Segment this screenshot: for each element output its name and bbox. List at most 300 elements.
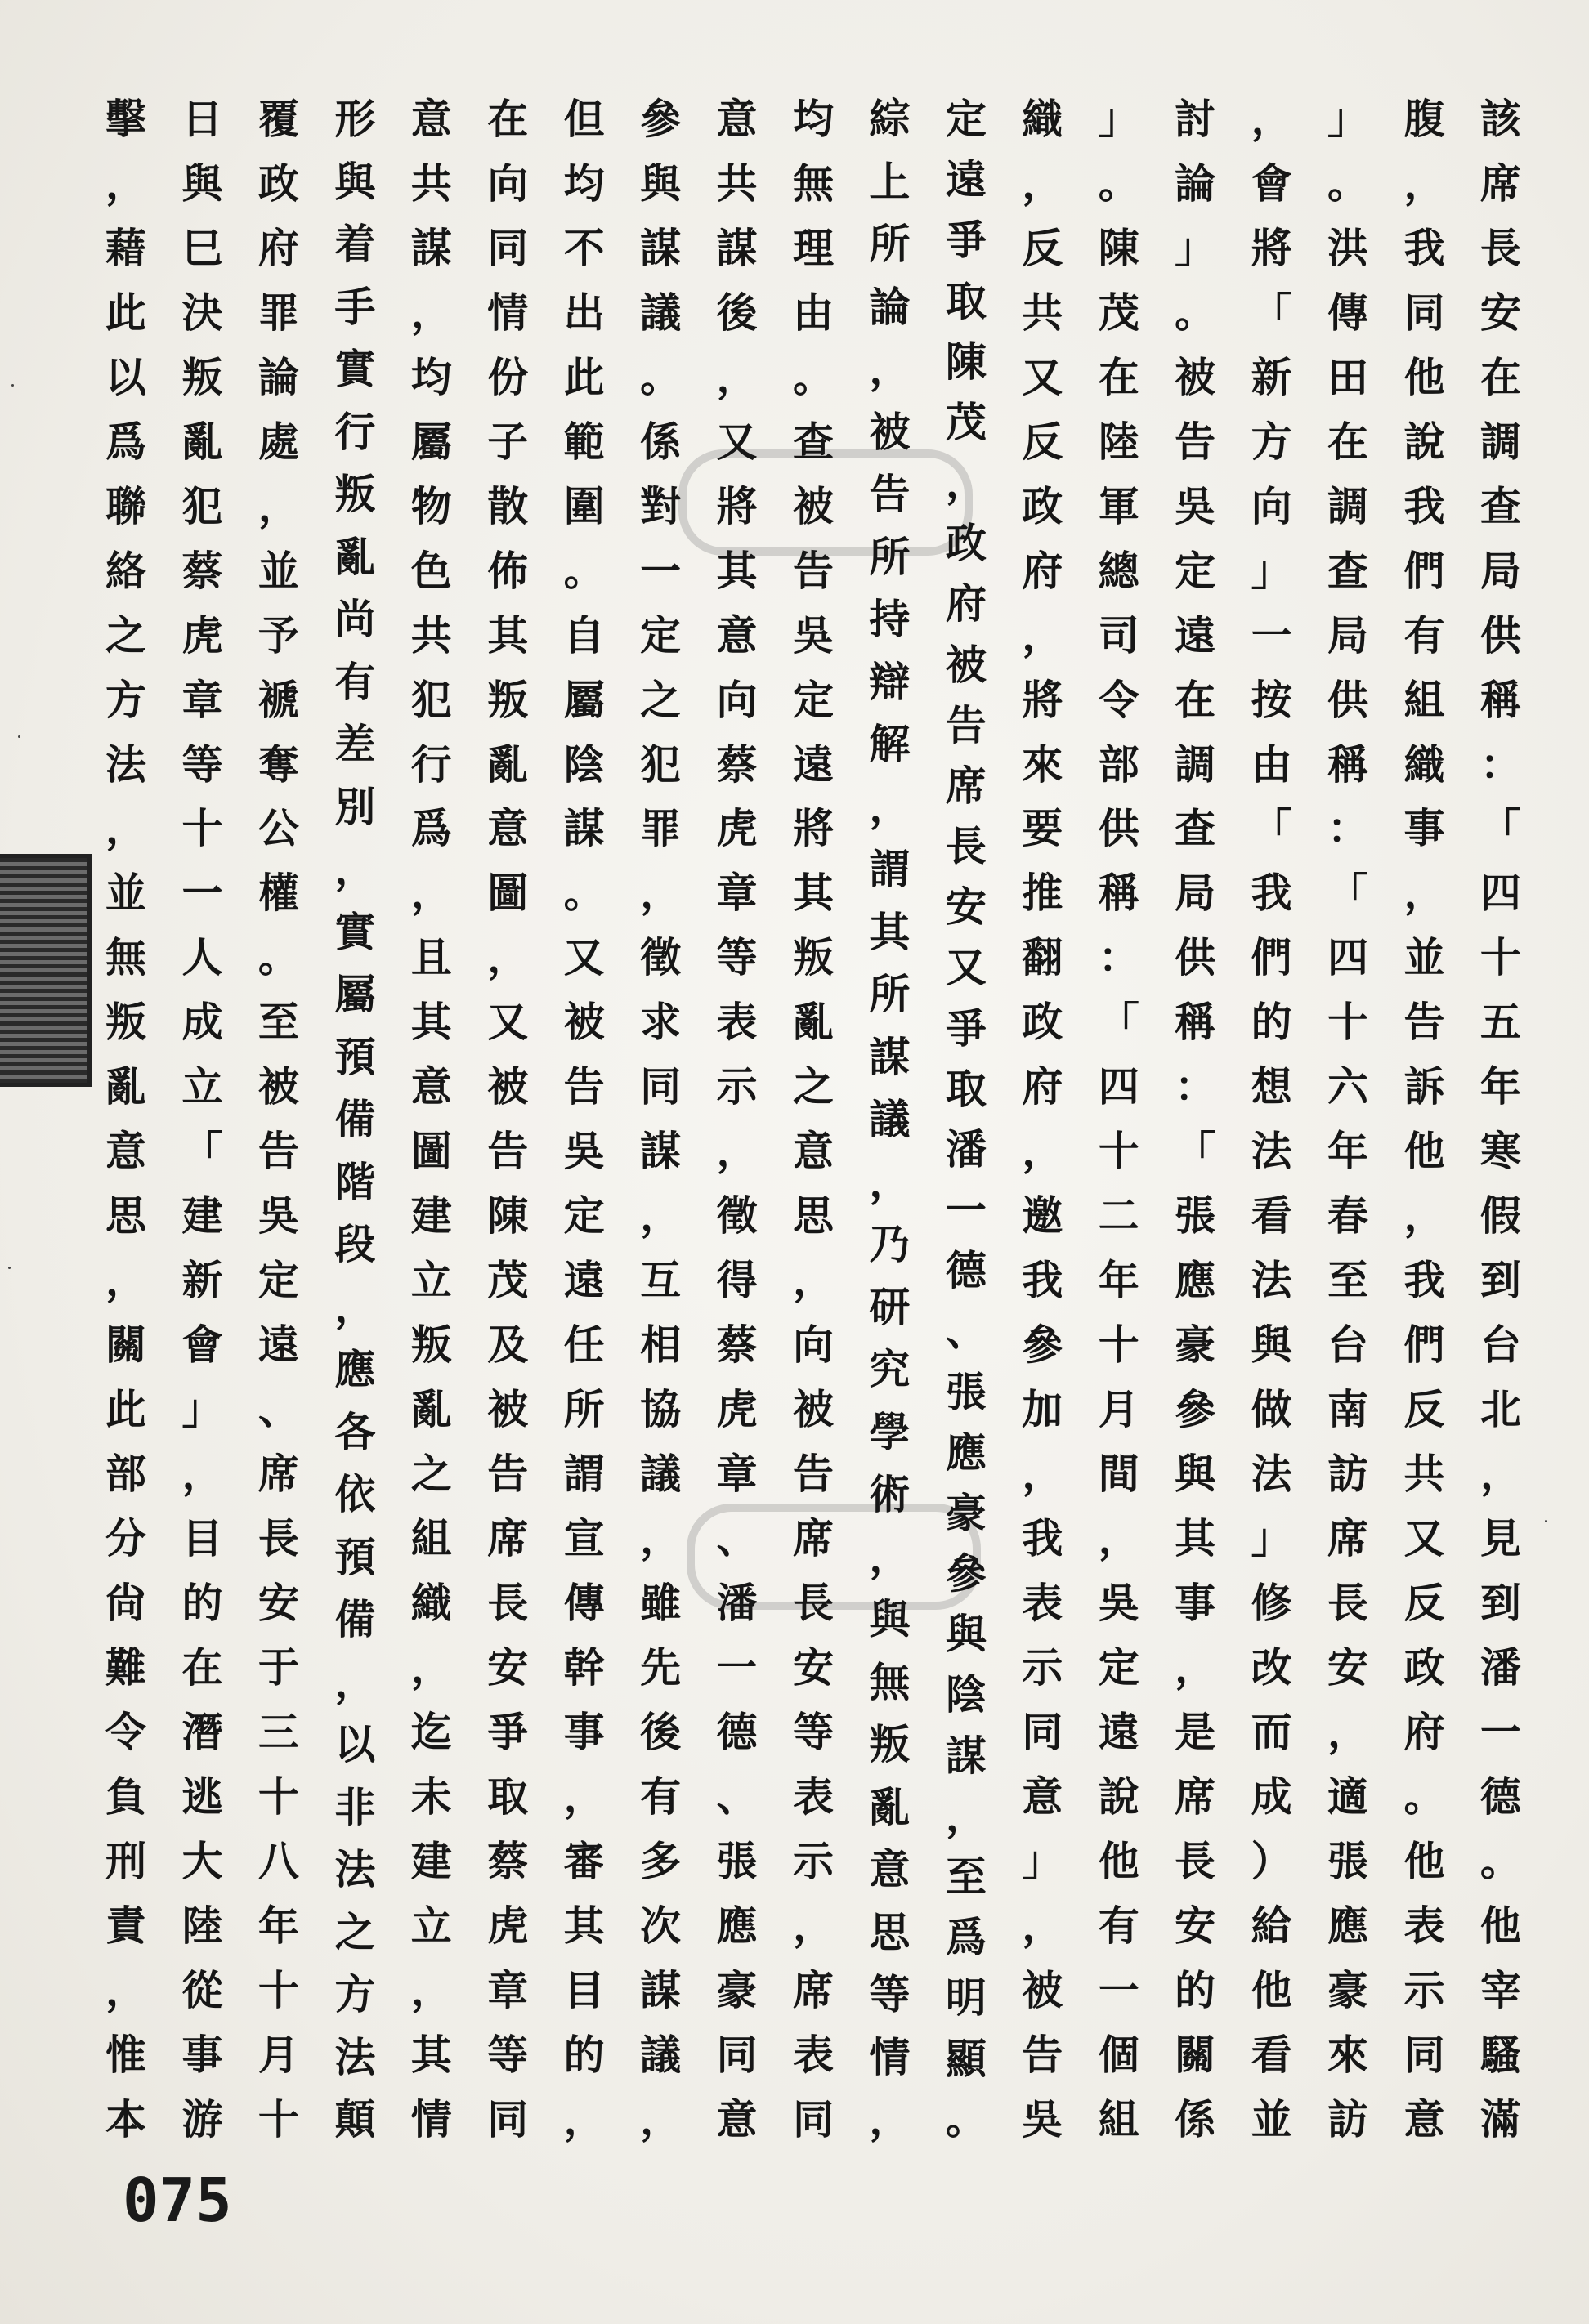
- character: 。: [257, 933, 299, 982]
- character: 均: [563, 159, 605, 208]
- character: 預: [334, 1532, 376, 1581]
- character: 十: [181, 804, 223, 853]
- character: 絡: [105, 546, 146, 595]
- character: 物: [410, 481, 452, 530]
- character: 告: [869, 470, 911, 518]
- character: 部: [1098, 740, 1139, 789]
- character: 在: [487, 95, 529, 143]
- character: 謂: [563, 1450, 605, 1499]
- vertical-text-body: [102, 90, 1524, 2149]
- character: 吳: [563, 1127, 605, 1176]
- character: 法: [1251, 1127, 1292, 1176]
- character: 爭: [945, 216, 987, 265]
- character: 四: [1479, 869, 1521, 918]
- text-column: [1018, 90, 1066, 2149]
- character: 年: [1098, 1256, 1139, 1305]
- character: 同: [487, 223, 529, 272]
- text-column: [1477, 90, 1524, 2149]
- character: 被: [257, 1062, 299, 1111]
- character: 局: [1175, 869, 1216, 918]
- character: 屬: [410, 417, 452, 466]
- character: 府: [1022, 1062, 1063, 1111]
- character: 褫: [257, 675, 299, 724]
- character: 總: [1098, 546, 1139, 595]
- character: 爲: [945, 1913, 987, 1962]
- character: 備: [334, 1595, 376, 1643]
- character: 將: [1251, 223, 1292, 272]
- character: 吳: [1098, 1578, 1139, 1627]
- character: 府: [257, 223, 299, 272]
- text-column: [255, 90, 302, 2149]
- character: 爭: [487, 1707, 529, 1756]
- character: 。: [563, 869, 605, 918]
- character: 五: [1479, 998, 1521, 1047]
- character: ，: [1403, 159, 1445, 208]
- character: 同: [1403, 288, 1445, 337]
- character: 建: [410, 1836, 452, 1885]
- character: ，: [640, 869, 682, 918]
- character: 無: [792, 159, 834, 208]
- character: 關: [105, 1321, 146, 1370]
- character: 到: [1479, 1578, 1521, 1627]
- character: ，: [945, 458, 987, 507]
- character: 我: [1022, 1256, 1063, 1305]
- character: 雖: [640, 1578, 682, 1627]
- character: 所: [869, 532, 911, 581]
- character: 法: [334, 2032, 376, 2081]
- character: 巳: [181, 223, 223, 272]
- character: 議: [640, 1450, 682, 1499]
- character: 尚: [334, 595, 376, 643]
- character: ，: [945, 1791, 987, 1840]
- character: 表: [1022, 1578, 1063, 1627]
- character: 分: [105, 1513, 146, 1562]
- character: 情: [487, 288, 529, 337]
- character: 持: [869, 595, 911, 643]
- character: 長: [792, 1578, 834, 1627]
- character: 同: [1022, 1707, 1063, 1756]
- character: 份: [487, 352, 529, 401]
- character: 我: [1403, 223, 1445, 272]
- character: 負: [105, 1772, 146, 1821]
- character: 以: [334, 1720, 376, 1768]
- character: 腹: [1403, 95, 1445, 143]
- character: 難: [105, 1642, 146, 1692]
- character: 長: [1327, 1578, 1368, 1627]
- character: 此: [105, 1385, 146, 1434]
- character: 推: [1022, 869, 1063, 918]
- character: 改: [1251, 1642, 1292, 1692]
- character: 德: [716, 1707, 758, 1756]
- character: 調: [1175, 740, 1216, 789]
- character: 處: [257, 417, 299, 466]
- character: 席: [487, 1513, 529, 1562]
- character: 亂: [105, 1062, 146, 1111]
- character: 叛: [334, 470, 376, 518]
- character: 我: [1403, 1256, 1445, 1305]
- character: 蔡: [487, 1836, 529, 1885]
- character: ：: [1175, 1062, 1216, 1111]
- character: 其: [792, 869, 834, 918]
- character: 實: [334, 345, 376, 393]
- character: 、: [257, 1385, 299, 1434]
- character: 藉: [105, 223, 146, 272]
- character: 告: [1022, 2030, 1063, 2079]
- character: 定: [257, 1256, 299, 1305]
- character: 調: [1479, 417, 1521, 466]
- character: 訴: [1403, 1062, 1445, 1111]
- character: 其: [869, 907, 911, 956]
- character: ，: [1022, 1901, 1063, 1950]
- character: ，: [181, 1450, 223, 1499]
- character: ，: [105, 1965, 146, 2014]
- character: 按: [1251, 675, 1292, 724]
- character: 虎: [487, 1901, 529, 1950]
- character: 令: [105, 1707, 146, 1756]
- character: 辯: [869, 657, 911, 706]
- character: 至: [945, 1852, 987, 1901]
- character: 究: [869, 1345, 911, 1393]
- character: 亂: [869, 1782, 911, 1831]
- character: 的: [1175, 1965, 1216, 2014]
- character: 思: [869, 1907, 911, 1956]
- character: 解: [869, 720, 911, 768]
- character: 稱: [1175, 998, 1216, 1047]
- character: 十: [1098, 1127, 1139, 1176]
- character: 任: [563, 1321, 605, 1370]
- character: ，: [334, 845, 376, 893]
- character: ，: [640, 1513, 682, 1562]
- character: 張: [1175, 1191, 1216, 1240]
- character: ）: [1251, 1836, 1292, 1885]
- character: 章: [181, 675, 223, 724]
- character: 」: [1327, 95, 1368, 143]
- character: 行: [334, 407, 376, 456]
- character: 章: [716, 869, 758, 918]
- character: ，: [640, 1191, 682, 1240]
- character: 備: [334, 1095, 376, 1143]
- character: 吳: [1022, 2094, 1063, 2143]
- character: 又: [487, 998, 529, 1047]
- character: 是: [1175, 1707, 1216, 1756]
- character: 亂: [181, 417, 223, 466]
- character: 與: [945, 1610, 987, 1659]
- character: 同: [1403, 2030, 1445, 2079]
- character: 傳: [1327, 288, 1368, 337]
- character: 表: [792, 2030, 834, 2079]
- text-column: [408, 90, 455, 2149]
- character: 無: [869, 1657, 911, 1706]
- character: 此: [563, 352, 605, 401]
- character: 。: [1175, 288, 1216, 337]
- character: 關: [1175, 2030, 1216, 2079]
- character: 被: [487, 1385, 529, 1434]
- character: 示: [1022, 1642, 1063, 1692]
- character: 學: [869, 1407, 911, 1456]
- character: 乃: [869, 1220, 911, 1268]
- character: 告: [792, 546, 834, 595]
- character: ，: [1251, 95, 1292, 143]
- character: 取: [945, 276, 987, 325]
- character: 說: [1098, 1772, 1139, 1821]
- character: 實: [334, 907, 376, 956]
- character: ，: [1327, 1707, 1368, 1756]
- character: 告: [563, 1062, 605, 1111]
- character: ：: [1098, 933, 1139, 982]
- character: 虎: [716, 1385, 758, 1434]
- character: 由: [792, 288, 834, 337]
- speck: [11, 384, 14, 387]
- character: 同: [792, 2094, 834, 2143]
- character: 吳: [1175, 481, 1216, 530]
- character: 」: [1175, 223, 1216, 272]
- character: 陳: [487, 1191, 529, 1240]
- character: 對: [640, 481, 682, 530]
- character: 該: [1479, 95, 1521, 143]
- character: 迄: [410, 1707, 452, 1756]
- character: 席: [792, 1965, 834, 2014]
- character: 長: [1175, 1836, 1216, 1885]
- character: 稱: [1098, 869, 1139, 918]
- character: 日: [181, 95, 223, 143]
- character: 政: [945, 519, 987, 568]
- character: 圍: [563, 481, 605, 530]
- character: 蔡: [716, 740, 758, 789]
- character: 遠: [563, 1256, 605, 1305]
- character: 給: [1251, 1901, 1292, 1950]
- character: 洪: [1327, 223, 1368, 272]
- character: 陰: [945, 1670, 987, 1719]
- character: 。: [1403, 1772, 1445, 1821]
- character: 方: [1251, 417, 1292, 466]
- character: 術: [869, 1470, 911, 1518]
- character: 佈: [487, 546, 529, 595]
- character: 謀: [945, 1731, 987, 1780]
- character: 織: [1403, 740, 1445, 789]
- character: 十: [257, 2094, 299, 2143]
- character: 告: [792, 1450, 834, 1499]
- character: 等: [869, 1970, 911, 2018]
- character: 潘: [716, 1578, 758, 1627]
- character: 茂: [487, 1256, 529, 1305]
- character: 反: [1022, 417, 1063, 466]
- character: 被: [792, 481, 834, 530]
- character: 覆: [257, 95, 299, 143]
- character: 互: [640, 1256, 682, 1305]
- character: 一: [945, 1186, 987, 1235]
- character: ，: [334, 1282, 376, 1331]
- character: 春: [1327, 1191, 1368, 1240]
- character: 此: [105, 288, 146, 337]
- character: 年: [1479, 1062, 1521, 1111]
- character: 一: [1098, 1965, 1139, 2014]
- character: 參: [1175, 1385, 1216, 1434]
- character: 被: [1175, 352, 1216, 401]
- character: 有: [640, 1772, 682, 1821]
- character: 其: [410, 2030, 452, 2079]
- character: 看: [1251, 1191, 1292, 1240]
- character: 自: [563, 610, 605, 659]
- character: 被: [792, 1385, 834, 1434]
- character: 的: [563, 2030, 605, 2079]
- character: 子: [487, 417, 529, 466]
- character: 加: [1022, 1385, 1063, 1434]
- character: 本: [105, 2094, 146, 2143]
- character: 長: [257, 1513, 299, 1562]
- character: 向: [1251, 481, 1292, 530]
- character: 亂: [487, 740, 529, 789]
- character: 政: [1022, 998, 1063, 1047]
- character: 責: [105, 1901, 146, 1950]
- character: 同: [716, 2030, 758, 2079]
- character: 又: [716, 417, 758, 466]
- character: 定: [1098, 1642, 1139, 1692]
- character: 情: [410, 2094, 452, 2143]
- character: 」: [1022, 1836, 1063, 1885]
- character: 其: [410, 998, 452, 1047]
- character: 應: [716, 1901, 758, 1950]
- character: 們: [1403, 546, 1445, 595]
- character: 政: [1022, 481, 1063, 530]
- character: 至: [257, 998, 299, 1047]
- character: 手: [334, 282, 376, 331]
- character: 傳: [563, 1578, 605, 1627]
- character: 會: [1251, 159, 1292, 208]
- character: 北: [1479, 1385, 1521, 1434]
- character: ，: [410, 869, 452, 918]
- character: 之: [640, 675, 682, 724]
- character: 表: [1403, 1901, 1445, 1950]
- character: 參: [945, 1549, 987, 1598]
- character: 局: [1327, 610, 1368, 659]
- character: 思: [792, 1191, 834, 1240]
- character: 應: [945, 1428, 987, 1477]
- character: 叛: [410, 1321, 452, 1370]
- character: 織: [1022, 95, 1063, 143]
- character: 組: [410, 1513, 452, 1562]
- character: 以: [105, 352, 146, 401]
- character: 綜: [869, 95, 911, 143]
- character: 法: [1251, 1450, 1292, 1499]
- character: 的: [1251, 998, 1292, 1047]
- character: 稱: [1327, 740, 1368, 789]
- character: 又: [1022, 352, 1063, 401]
- character: 訪: [1327, 1450, 1368, 1499]
- character: 部: [105, 1450, 146, 1499]
- character: 至: [1327, 1256, 1368, 1305]
- character: 新: [181, 1256, 223, 1305]
- character: 月: [1098, 1385, 1139, 1434]
- character: 有: [1403, 610, 1445, 659]
- character: 爲: [105, 417, 146, 466]
- character: 應: [1327, 1901, 1368, 1950]
- character: 。: [945, 2094, 987, 2143]
- character: 告: [1403, 998, 1445, 1047]
- character: 示: [792, 1836, 834, 1885]
- character: 與: [181, 159, 223, 208]
- character: 意: [410, 1062, 452, 1111]
- character: 安: [945, 883, 987, 932]
- character: 範: [563, 417, 605, 466]
- character: 理: [792, 223, 834, 272]
- character: 並: [257, 546, 299, 595]
- character: 在: [1327, 417, 1368, 466]
- character: ，: [257, 481, 299, 530]
- character: 、: [716, 1513, 758, 1562]
- character: 滿: [1479, 2094, 1521, 2143]
- character: 差: [334, 720, 376, 768]
- character: 宣: [563, 1513, 605, 1562]
- character: ，: [410, 288, 452, 337]
- character: 預: [334, 1032, 376, 1081]
- character: 潛: [181, 1707, 223, 1756]
- character: 之: [792, 1062, 834, 1111]
- character: 叛: [869, 1720, 911, 1768]
- character: 。: [1479, 1836, 1521, 1885]
- character: 府: [1403, 1707, 1445, 1756]
- character: 立: [181, 1062, 223, 1111]
- character: 「: [1251, 804, 1292, 853]
- character: 均: [410, 352, 452, 401]
- text-column: [714, 90, 761, 2149]
- character: ，: [1175, 1642, 1216, 1692]
- character: 席: [1175, 1772, 1216, 1821]
- character: 等: [181, 740, 223, 789]
- character: 月: [257, 2030, 299, 2079]
- library-stamp: [0, 854, 92, 1087]
- character: 茂: [945, 397, 987, 446]
- character: 叛: [487, 675, 529, 724]
- character: 南: [1327, 1385, 1368, 1434]
- character: 亂: [410, 1385, 452, 1434]
- character: 惟: [105, 2030, 146, 2079]
- character: 之: [410, 1450, 452, 1499]
- character: 向: [487, 159, 529, 208]
- character: 三: [257, 1707, 299, 1756]
- text-column: [866, 90, 913, 2149]
- character: 軍: [1098, 481, 1139, 530]
- character: 罪: [257, 288, 299, 337]
- character: 訪: [1327, 2094, 1368, 2143]
- character: 田: [1327, 352, 1368, 401]
- character: ，: [869, 1532, 911, 1581]
- character: 十: [1327, 998, 1368, 1047]
- character: 事: [563, 1707, 605, 1756]
- character: 謀: [640, 223, 682, 272]
- character: 府: [1022, 546, 1063, 595]
- character: 建: [410, 1191, 452, 1240]
- character: 意: [487, 804, 529, 853]
- character: ，: [792, 1901, 834, 1950]
- character: 予: [257, 610, 299, 659]
- character: 表: [792, 1772, 834, 1821]
- character: 等: [716, 933, 758, 982]
- character: 反: [1403, 1385, 1445, 1434]
- character: 叛: [792, 933, 834, 982]
- character: ：: [1327, 804, 1368, 853]
- character: 公: [257, 804, 299, 853]
- character: 告: [487, 1127, 529, 1176]
- character: 事: [181, 2030, 223, 2079]
- character: 共: [716, 159, 758, 208]
- character: 行: [410, 740, 452, 789]
- character: 上: [869, 157, 911, 206]
- character: 一: [1251, 610, 1292, 659]
- character: 取: [945, 1064, 987, 1113]
- character: 一: [181, 869, 223, 918]
- character: 謀: [869, 1032, 911, 1081]
- character: 張: [945, 1367, 987, 1416]
